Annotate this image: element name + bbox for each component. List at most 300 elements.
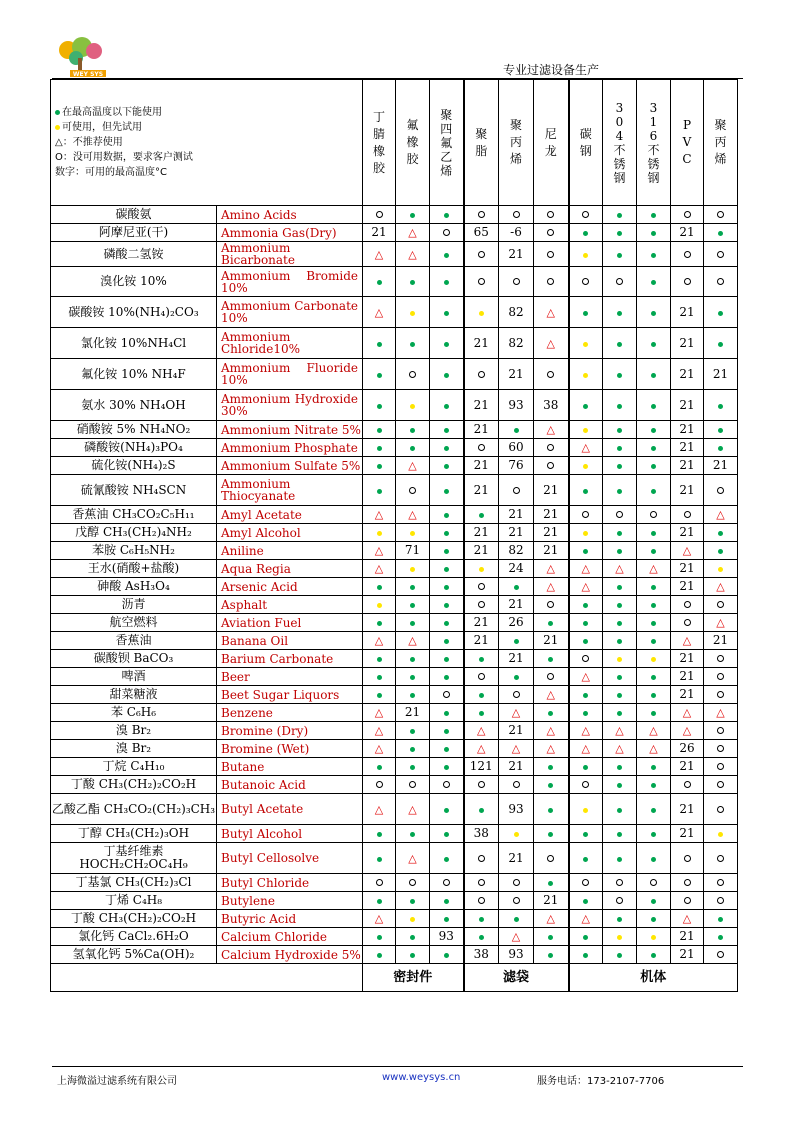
green-dot-icon [651,693,656,698]
chemical-name-en: Ammonium Hydroxide 30% [217,390,363,421]
rating-cell [704,686,738,704]
rating-cell [569,825,603,843]
green-dot-icon [479,917,484,922]
ring-icon [650,511,657,518]
table-row [51,224,738,242]
ring-icon [547,444,554,451]
temperature-cell: 21 [671,390,704,421]
rating-cell [704,928,738,946]
compatibility-sheet [50,79,737,992]
rating-cell [603,421,637,439]
rating-cell [569,794,603,825]
rating-cell [704,740,738,758]
ring-icon [547,211,554,218]
green-dot-icon [651,213,656,218]
rating-cell [637,439,671,457]
green-dot-icon [651,808,656,813]
rating-cell [464,668,499,686]
triangle-icon: △ [374,544,384,557]
temperature-cell: 21 [671,457,704,475]
yellow-dot-icon [583,428,588,433]
rating-cell [363,242,396,267]
green-dot-icon [444,729,449,734]
green-dot-icon [444,373,449,378]
rating-cell [363,614,396,632]
triangle-icon: △ [682,724,692,737]
temperature-cell: 21 [534,892,569,910]
temperature-cell: 21 [363,224,396,242]
triangle-icon: △ [374,508,384,521]
ring-icon [547,251,554,258]
chemical-name-cn: 碳酸钡 BaCO₃ [51,650,217,668]
rating-cell [704,668,738,686]
chemical-name-en: Ammonium Sulfate 5% [217,457,363,475]
rating-cell [363,794,396,825]
temperature-cell: 21 [464,328,499,359]
yellow-dot-icon [583,808,588,813]
green-dot-icon [377,489,382,494]
temperature-cell: 21 [671,421,704,439]
ring-icon [478,601,485,608]
chemical-name-cn: 丁基纤维素 HOCH₂CH₂OC₄H₉ [51,843,217,874]
triangle-icon: △ [716,508,725,521]
green-dot-icon [583,935,588,940]
green-dot-icon [617,693,622,698]
green-dot-icon [617,621,622,626]
table-row [51,668,738,686]
triangle-icon: △ [408,247,417,261]
temperature-cell: 26 [671,740,704,758]
green-dot-icon [377,657,382,662]
triangle-icon: △ [716,580,725,593]
green-dot-icon [718,311,723,316]
green-dot-icon [583,231,588,236]
rating-cell [637,668,671,686]
table-row [51,650,738,668]
green-dot-icon [444,675,449,680]
green-dot-icon [377,464,382,469]
column-header: 304不锈钢 [603,80,637,206]
ring-icon [684,879,691,886]
chemical-name-en: Ammonium Fluoride 10% [217,359,363,390]
green-dot-icon [410,428,415,433]
chemical-name-cn: 丁醇 CH₃(CH₂)₃OH [51,825,217,843]
footer-website[interactable] [382,1072,460,1083]
ring-icon [478,897,485,904]
green-dot-icon [617,342,622,347]
table-row [51,359,738,390]
rating-cell [603,928,637,946]
rating-cell [464,704,499,722]
rating-cell [363,524,396,542]
table-row [51,475,738,506]
rating-cell [499,686,534,704]
chemical-name-cn: 氢氧化钙 5%Ca(OH)₂ [51,946,217,964]
chemical-name-en: Ammonium Thiocyanate [217,475,363,506]
green-dot-icon [617,832,622,837]
rating-cell [430,206,464,224]
green-dot-icon [583,899,588,904]
green-dot-icon [718,549,723,554]
ring-icon [582,655,589,662]
chemical-name-cn: 氯化铵 10%NH₄Cl [51,328,217,359]
rating-cell [569,439,603,457]
table-row [51,722,738,740]
rating-cell [704,704,738,722]
table-row [51,242,738,267]
rating-cell [396,267,430,297]
rating-cell [671,776,704,794]
rating-cell [637,328,671,359]
rating-cell [603,686,637,704]
rating-cell [569,632,603,650]
ring-icon [443,229,450,236]
green-dot-icon [444,765,449,770]
rating-cell [603,722,637,740]
rating-cell [430,946,464,964]
legend-text: 数字：可用的最高温度°C [55,167,167,178]
rating-cell [603,439,637,457]
chemical-name-en: Ammonium Chloride10% [217,328,363,359]
green-dot-icon [617,311,622,316]
rating-cell [396,740,430,758]
rating-cell [637,776,671,794]
green-dot-icon [651,899,656,904]
triangle-icon: △ [408,226,417,239]
rating-cell [430,297,464,328]
triangle-icon: △ [546,305,555,319]
rating-cell [637,421,671,439]
rating-cell [363,686,396,704]
ring-icon [513,487,520,494]
rating-cell [499,874,534,892]
green-dot-icon [444,404,449,409]
rating-cell [396,506,430,524]
temperature-cell: 21 [671,758,704,776]
green-dot-icon [617,585,622,590]
temperature-cell: 21 [499,506,534,524]
rating-cell [534,946,569,964]
temperature-cell: 21 [396,704,430,722]
rating-cell [569,224,603,242]
yellow-dot-icon [583,464,588,469]
temperature-cell: 21 [534,542,569,560]
green-dot-icon [444,446,449,451]
ring-icon [684,278,691,285]
chemical-name-en: Bromine (Wet) [217,740,363,758]
green-dot-icon [617,808,622,813]
rating-cell [464,740,499,758]
ring-icon [616,511,623,518]
green-dot-icon [444,917,449,922]
rating-cell [534,910,569,928]
green-dot-icon [583,603,588,608]
ring-icon [409,371,416,378]
temperature-cell: 21 [499,758,534,776]
green-dot-icon [651,603,656,608]
temperature-cell: 21 [671,928,704,946]
chemical-name-cn: 磷酸铵(NH₄)₃PO₄ [51,439,217,457]
temperature-cell: 21 [464,390,499,421]
website-link[interactable]: www.weysys.cn [382,1072,461,1083]
group-label: 密封件 [363,964,464,992]
rating-cell [396,722,430,740]
rating-cell [671,632,704,650]
temperature-cell: 21 [671,524,704,542]
rating-cell [499,910,534,928]
rating-cell [396,843,430,874]
yellow-dot-icon [651,935,656,940]
column-header: 聚四氟乙烯 [430,80,464,206]
green-dot-icon [55,110,60,115]
green-dot-icon [583,404,588,409]
ring-icon [513,879,520,886]
rating-cell [704,242,738,267]
rating-cell [396,359,430,390]
triangle-icon: △ [546,912,555,925]
green-dot-icon [377,953,382,958]
rating-cell [430,560,464,578]
rating-cell [396,457,430,475]
rating-cell [637,359,671,390]
rating-cell [569,506,603,524]
chemical-name-cn: 氯化钙 CaCl₂.6H₂O [51,928,217,946]
triangle-icon: △ [374,706,384,719]
green-dot-icon [548,808,553,813]
chemical-name-cn: 苯胺 C₆H₅NH₂ [51,542,217,560]
green-dot-icon [377,899,382,904]
rating-cell [704,722,738,740]
green-dot-icon [651,428,656,433]
chemical-name-en: Ammonium Bicarbonate [217,242,363,267]
rating-cell [637,874,671,892]
rating-cell [430,794,464,825]
green-dot-icon [718,917,723,922]
yellow-dot-icon [583,342,588,347]
table-row [51,928,738,946]
triangle-icon: △ [581,562,590,575]
table-row [51,825,738,843]
rating-cell [464,596,499,614]
header-row [51,80,738,206]
rating-cell [430,457,464,475]
table-row [51,206,738,224]
rating-cell [671,892,704,910]
column-header: 氟橡胶 [396,80,430,206]
rating-cell [637,297,671,328]
rating-cell [603,359,637,390]
temperature-cell: 21 [464,614,499,632]
rating-cell [603,524,637,542]
green-dot-icon [444,253,449,258]
chemical-name-en: Butanoic Acid [217,776,363,794]
triangle-icon: △ [581,670,590,683]
ring-icon [684,251,691,258]
rating-cell [534,722,569,740]
table-row [51,776,738,794]
rating-cell [464,892,499,910]
rating-cell [603,668,637,686]
rating-cell [363,843,396,874]
rating-cell [396,650,430,668]
green-dot-icon [651,832,656,837]
rating-cell [464,722,499,740]
yellow-dot-icon [410,404,415,409]
green-dot-icon [718,404,723,409]
rating-cell [464,910,499,928]
rating-cell [363,359,396,390]
green-dot-icon [583,639,588,644]
triangle-icon: △ [408,802,417,816]
green-dot-icon [377,404,382,409]
triangle-icon: △ [546,336,555,350]
rating-cell [464,874,499,892]
rating-cell [363,596,396,614]
triangle-icon: △ [546,724,555,737]
ring-icon [513,278,520,285]
rating-cell [603,776,637,794]
triangle-icon: △ [615,724,624,737]
triangle-icon: △ [716,706,725,719]
table-row [51,297,738,328]
rating-cell [363,421,396,439]
table-row [51,946,738,964]
triangle-icon: △ [581,742,590,755]
rating-cell [637,910,671,928]
group-label: 机体 [569,964,738,992]
green-dot-icon [718,231,723,236]
column-header: 丁腈橡胶 [363,80,396,206]
triangle-icon: △ [511,706,521,719]
table-row [51,704,738,722]
triangle-icon: △ [615,742,624,755]
rating-cell [430,874,464,892]
rating-cell [396,825,430,843]
rating-cell [396,758,430,776]
yellow-dot-icon [718,832,723,837]
green-dot-icon [583,489,588,494]
green-dot-icon [651,373,656,378]
triangle-icon: △ [581,724,590,737]
triangle-icon: △ [374,742,384,755]
green-dot-icon [410,446,415,451]
green-dot-icon [444,857,449,862]
rating-cell [464,206,499,224]
rating-cell [637,794,671,825]
rating-cell [499,704,534,722]
rating-cell [464,359,499,390]
rating-cell [637,614,671,632]
chemical-name-cn: 丁烷 C₄H₁₀ [51,758,217,776]
chemical-name-en: Aniline [217,542,363,560]
temperature-cell: 21 [464,632,499,650]
chemical-name-en: Butyl Acetate [217,794,363,825]
temperature-cell: 21 [499,650,534,668]
green-dot-icon [444,585,449,590]
chemical-compatibility-table [50,79,738,992]
ring-icon [684,855,691,862]
chemical-name-cn: 砷酸 AsH₃O₄ [51,578,217,596]
green-dot-icon [514,675,519,680]
ring-icon [717,855,724,862]
green-dot-icon [410,342,415,347]
green-dot-icon [410,953,415,958]
rating-cell [569,542,603,560]
rating-cell [637,506,671,524]
green-dot-icon [718,935,723,940]
ring-icon [717,655,724,662]
rating-cell [534,560,569,578]
rating-cell [430,650,464,668]
rating-cell [430,267,464,297]
rating-cell [534,297,569,328]
chemical-name-cn: 硫化铵(NH₄)₂S [51,457,217,475]
rating-cell [569,524,603,542]
triangle-icon: △ [374,562,384,575]
rating-cell [637,686,671,704]
chemical-name-en: Amyl Acetate [217,506,363,524]
rating-cell [430,421,464,439]
rating-cell [637,825,671,843]
rating-cell [637,578,671,596]
chemical-name-cn: 硝酸铵 5% NH₄NO₂ [51,421,217,439]
rating-cell [569,740,603,758]
rating-cell [704,506,738,524]
group-row-blank [51,964,363,992]
chemical-name-cn: 溴 Br₂ [51,722,217,740]
temperature-cell: 82 [499,297,534,328]
legend-text: 可使用，但先试用 [62,122,142,133]
green-dot-icon [617,857,622,862]
rating-cell [704,524,738,542]
triangle-icon: △ [546,423,555,436]
rating-cell [534,267,569,297]
green-dot-icon [583,311,588,316]
legend-item [55,135,358,150]
rating-cell [363,740,396,758]
rating-cell [637,632,671,650]
rating-cell [363,704,396,722]
table-row [51,390,738,421]
rating-cell [704,390,738,421]
table-row [51,328,738,359]
chemical-name-en: Bromine (Dry) [217,722,363,740]
green-dot-icon [651,280,656,285]
ring-icon [684,897,691,904]
temperature-cell: 21 [534,506,569,524]
rating-cell [464,297,499,328]
rating-cell [603,457,637,475]
yellow-dot-icon [617,935,622,940]
rating-cell [396,206,430,224]
chemical-name-en: Calcium Chloride [217,928,363,946]
green-dot-icon [410,729,415,734]
rating-cell [569,421,603,439]
green-dot-icon [410,621,415,626]
rating-cell [637,758,671,776]
ring-icon [684,619,691,626]
green-dot-icon [617,213,622,218]
rating-cell [396,686,430,704]
green-dot-icon [377,342,382,347]
rating-cell [396,242,430,267]
chemical-name-cn: 碳酸铵 10%(NH₄)₂CO₃ [51,297,217,328]
rating-cell [671,704,704,722]
rating-cell [637,740,671,758]
chemical-name-en: Benzene [217,704,363,722]
green-dot-icon [651,549,656,554]
column-header: 尼龙 [534,80,569,206]
